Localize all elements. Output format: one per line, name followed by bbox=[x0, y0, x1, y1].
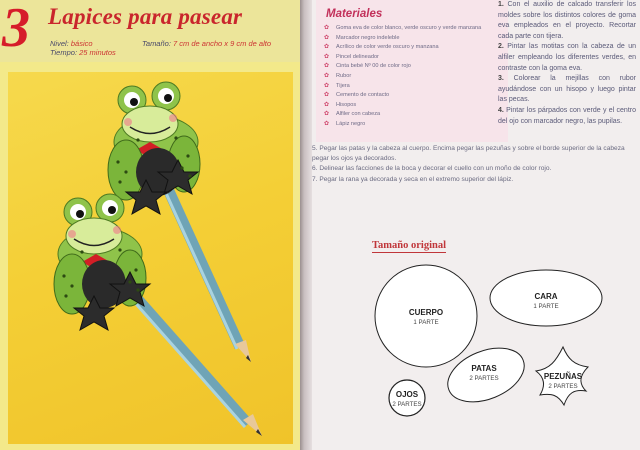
level-value: básico bbox=[70, 39, 93, 48]
pattern-cuerpo-parts: 1 PARTE bbox=[413, 319, 439, 326]
material-item: ✿ Cemento de contacto bbox=[324, 91, 508, 101]
materials-title: Materiales bbox=[326, 8, 383, 20]
step-1: 1. Con el auxilio de calcado transferir los moldes sobre los distintos colores de goma eva empleados en el proyecto. Recortar cada parte con tijera. bbox=[498, 1, 636, 40]
step-4: 4. Pintar los párpados con verde y el centro del ojo con marcador negro, las pupilas. bbox=[498, 106, 636, 125]
steps-top bbox=[498, 0, 636, 127]
right-page bbox=[312, 0, 640, 450]
flower-bullet-icon: ✿ bbox=[324, 44, 330, 51]
pattern-patas-parts: 2 PARTES bbox=[469, 375, 499, 382]
pattern-cuerpo bbox=[375, 265, 477, 367]
flower-bullet-icon: ✿ bbox=[324, 92, 330, 99]
material-item: ✿ Marcador negro indeleble bbox=[324, 34, 508, 44]
pattern-ojos-name: OJOS bbox=[395, 390, 419, 399]
material-item: ✿ Cinta bebé Nº 00 de color rojo bbox=[324, 62, 508, 72]
flower-bullet-icon: ✿ bbox=[324, 101, 330, 108]
pattern-pieces bbox=[312, 255, 640, 445]
material-item: ✿ Tijera bbox=[324, 82, 508, 92]
size-label: Tamaño: bbox=[142, 39, 171, 48]
left-page bbox=[0, 0, 304, 450]
project-photo bbox=[8, 72, 293, 444]
pattern-pezunas bbox=[536, 347, 588, 405]
step-5: 5. Pegar las patas y la cabeza al cuerpo. Encima pegar las pezuñas y sobre el borde superior de la cabeza pegar los ojos ya decorados. bbox=[312, 145, 625, 163]
flower-bullet-icon: ✿ bbox=[324, 63, 330, 70]
material-item: ✿ Alfiler con cabeza bbox=[324, 110, 508, 120]
pattern-cuerpo-name: CUERPO bbox=[408, 308, 444, 317]
material-item: ✿ Acrílico de color verde oscuro y manzana bbox=[324, 43, 508, 53]
book-gutter bbox=[300, 0, 312, 450]
material-item: ✿ Hisopos bbox=[324, 101, 508, 111]
step-2: 2. Pintar las motitas con la cabeza de un alfiler empleando los diferentes verdes, en contraste con la goma eva. bbox=[498, 43, 636, 72]
project-meta bbox=[50, 39, 116, 57]
pattern-pezunas-parts: 2 PARTES bbox=[548, 383, 578, 390]
pattern-ojos bbox=[389, 380, 425, 416]
pattern-cara-name: CARA bbox=[534, 292, 558, 301]
size-value: 7 cm de ancho x 9 cm de alto bbox=[173, 39, 271, 48]
material-item: ✿ Lápiz negro bbox=[324, 120, 508, 130]
steps-bottom bbox=[312, 144, 634, 185]
flower-bullet-icon: ✿ bbox=[324, 111, 330, 118]
step-7: 7. Pegar la rana ya decorada y seca en el extremo superior del lápiz. bbox=[312, 175, 514, 183]
level-label: Nivel: bbox=[50, 39, 69, 48]
materials-box bbox=[316, 0, 508, 142]
time-label: Tiempo: bbox=[50, 48, 78, 57]
flower-bullet-icon: ✿ bbox=[324, 34, 330, 41]
material-item: ✿ Goma eva de color blanco, verde oscuro y verde manzana bbox=[324, 24, 508, 34]
page-title: Lapices para pasear bbox=[48, 4, 243, 29]
pattern-cara bbox=[490, 270, 602, 326]
time-value: 25 minutos bbox=[79, 48, 116, 57]
material-item: ✿ Rubor bbox=[324, 72, 508, 82]
pattern-cara-parts: 1 PARTE bbox=[533, 303, 559, 310]
flower-bullet-icon: ✿ bbox=[324, 82, 330, 89]
step-6: 6. Delinear las facciones de la boca y decorar el cuello con un moño de color rojo. bbox=[312, 165, 552, 173]
frog-pencils-illustration bbox=[8, 72, 293, 444]
flower-bullet-icon: ✿ bbox=[324, 72, 330, 79]
pattern-ojos-parts: 2 PARTES bbox=[392, 401, 422, 408]
original-size-title: Tamaño original bbox=[372, 240, 447, 251]
flower-bullet-icon: ✿ bbox=[324, 53, 330, 60]
flower-bullet-icon: ✿ bbox=[324, 120, 330, 127]
flower-bullet-icon: ✿ bbox=[324, 25, 330, 31]
frog-1 bbox=[108, 82, 200, 214]
frog-2 bbox=[54, 194, 150, 330]
materials-list bbox=[324, 24, 508, 130]
material-item: ✿ Pincel delineador bbox=[324, 53, 508, 63]
step-3: 3. Colorear la mejillas con rubor ayudándose con un hisopo y luego pintar las pecas. bbox=[498, 75, 636, 104]
pattern-pezunas-name: PEZUÑAS bbox=[543, 372, 583, 381]
size-note bbox=[142, 39, 271, 48]
project-number: 3 bbox=[2, 0, 30, 59]
pattern-patas-name: PATAS bbox=[471, 364, 497, 373]
